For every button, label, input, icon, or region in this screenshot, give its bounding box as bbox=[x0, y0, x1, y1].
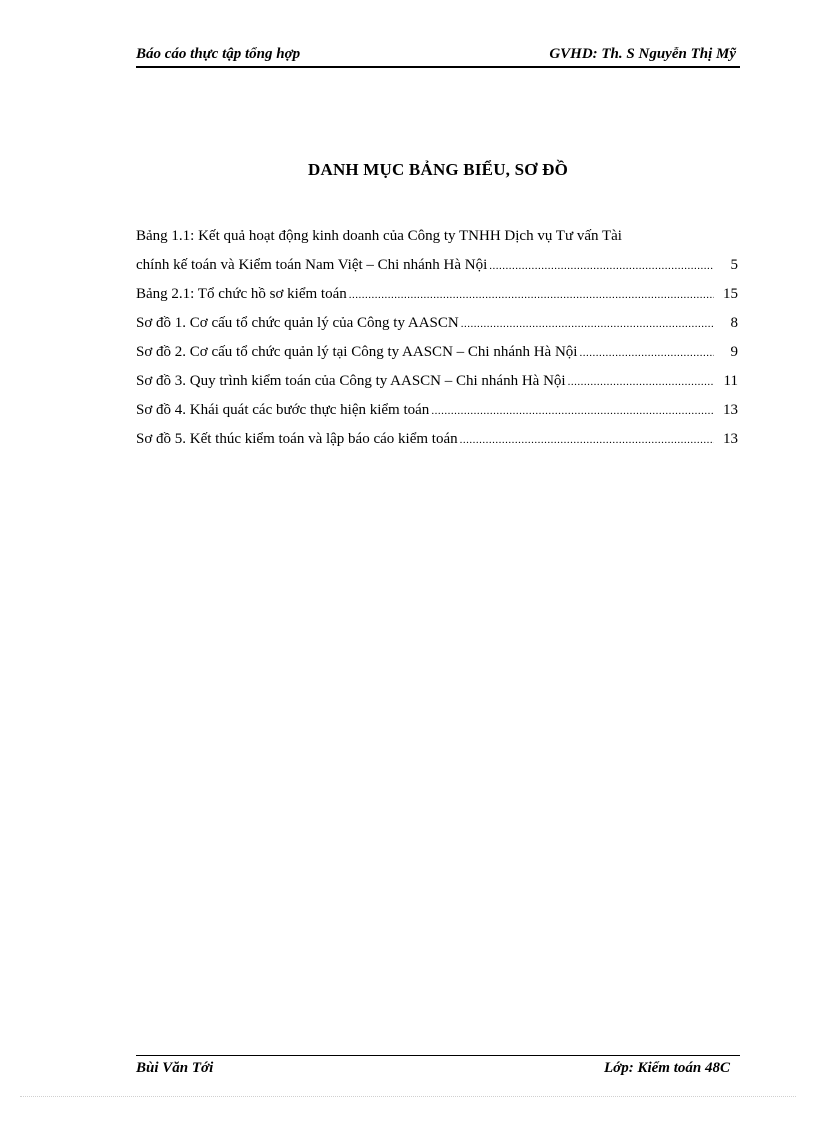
toc-page-number: 13 bbox=[723, 431, 738, 447]
page-edge-divider bbox=[20, 1096, 796, 1097]
toc-entry-table-1-1-line1[interactable] bbox=[136, 222, 738, 251]
toc-leader-dots bbox=[489, 252, 714, 281]
toc-entry-text: Sơ đồ 3. Quy trình kiểm toán của Công ty AASCN – Chi nhánh Hà Nội bbox=[136, 373, 566, 389]
toc-entry-table-1-1-line2[interactable] bbox=[136, 251, 738, 280]
toc-entry-diagram-1[interactable] bbox=[136, 309, 738, 338]
page-header bbox=[136, 44, 740, 68]
toc-entry-text: Bảng 2.1: Tổ chức hồ sơ kiểm toán bbox=[136, 286, 347, 302]
toc-leader-dots bbox=[349, 281, 714, 310]
toc-entry-diagram-3[interactable] bbox=[136, 367, 738, 396]
toc-leader-dots bbox=[579, 339, 714, 368]
table-of-figures bbox=[136, 222, 738, 454]
page-footer bbox=[136, 1055, 740, 1082]
toc-leader-dots bbox=[461, 310, 714, 339]
toc-entry-diagram-5[interactable] bbox=[136, 425, 738, 454]
toc-page-number: 5 bbox=[730, 257, 738, 273]
toc-page-number: 13 bbox=[723, 402, 738, 418]
toc-entry-text: chính kế toán và Kiểm toán Nam Việt – Chi nhánh Hà Nội bbox=[136, 257, 488, 273]
toc-entry-table-2-1[interactable] bbox=[136, 280, 738, 309]
toc-page-number: 9 bbox=[730, 344, 738, 360]
footer-author: Bùi Văn Tới bbox=[136, 1060, 214, 1076]
toc-page-number: 15 bbox=[723, 286, 738, 302]
header-report-title: Báo cáo thực tập tổng hợp bbox=[136, 46, 301, 62]
footer-class: Lớp: Kiểm toán 48C bbox=[604, 1060, 730, 1076]
toc-entry-diagram-4[interactable] bbox=[136, 396, 738, 425]
toc-entry-text: Sơ đồ 4. Khái quát các bước thực hiện kiểm toán bbox=[136, 402, 430, 418]
toc-entry-text: Bảng 1.1: Kết quả hoạt động kinh doanh của Công ty TNHH Dịch vụ Tư vấn Tài bbox=[136, 228, 622, 244]
toc-entry-text: Sơ đồ 5. Kết thúc kiểm toán và lập báo cáo kiểm toán bbox=[136, 431, 458, 447]
page-title: DANH MỤC BẢNG BIỂU, SƠ ĐỒ bbox=[307, 160, 569, 179]
header-supervisor: GVHD: Th. S Nguyễn Thị Mỹ bbox=[549, 46, 736, 62]
toc-page-number: 8 bbox=[730, 315, 738, 331]
toc-page-number: 11 bbox=[723, 373, 738, 389]
toc-leader-dots bbox=[460, 426, 714, 455]
toc-leader-dots bbox=[568, 368, 714, 397]
toc-leader-dots bbox=[431, 397, 714, 426]
toc-entry-text: Sơ đồ 2. Cơ cấu tổ chức quản lý tại Công ty AASCN – Chi nhánh Hà Nội bbox=[136, 344, 578, 360]
toc-entry-text: Sơ đồ 1. Cơ cấu tổ chức quản lý của Công ty AASCN bbox=[136, 315, 459, 331]
toc-entry-diagram-2[interactable] bbox=[136, 338, 738, 367]
